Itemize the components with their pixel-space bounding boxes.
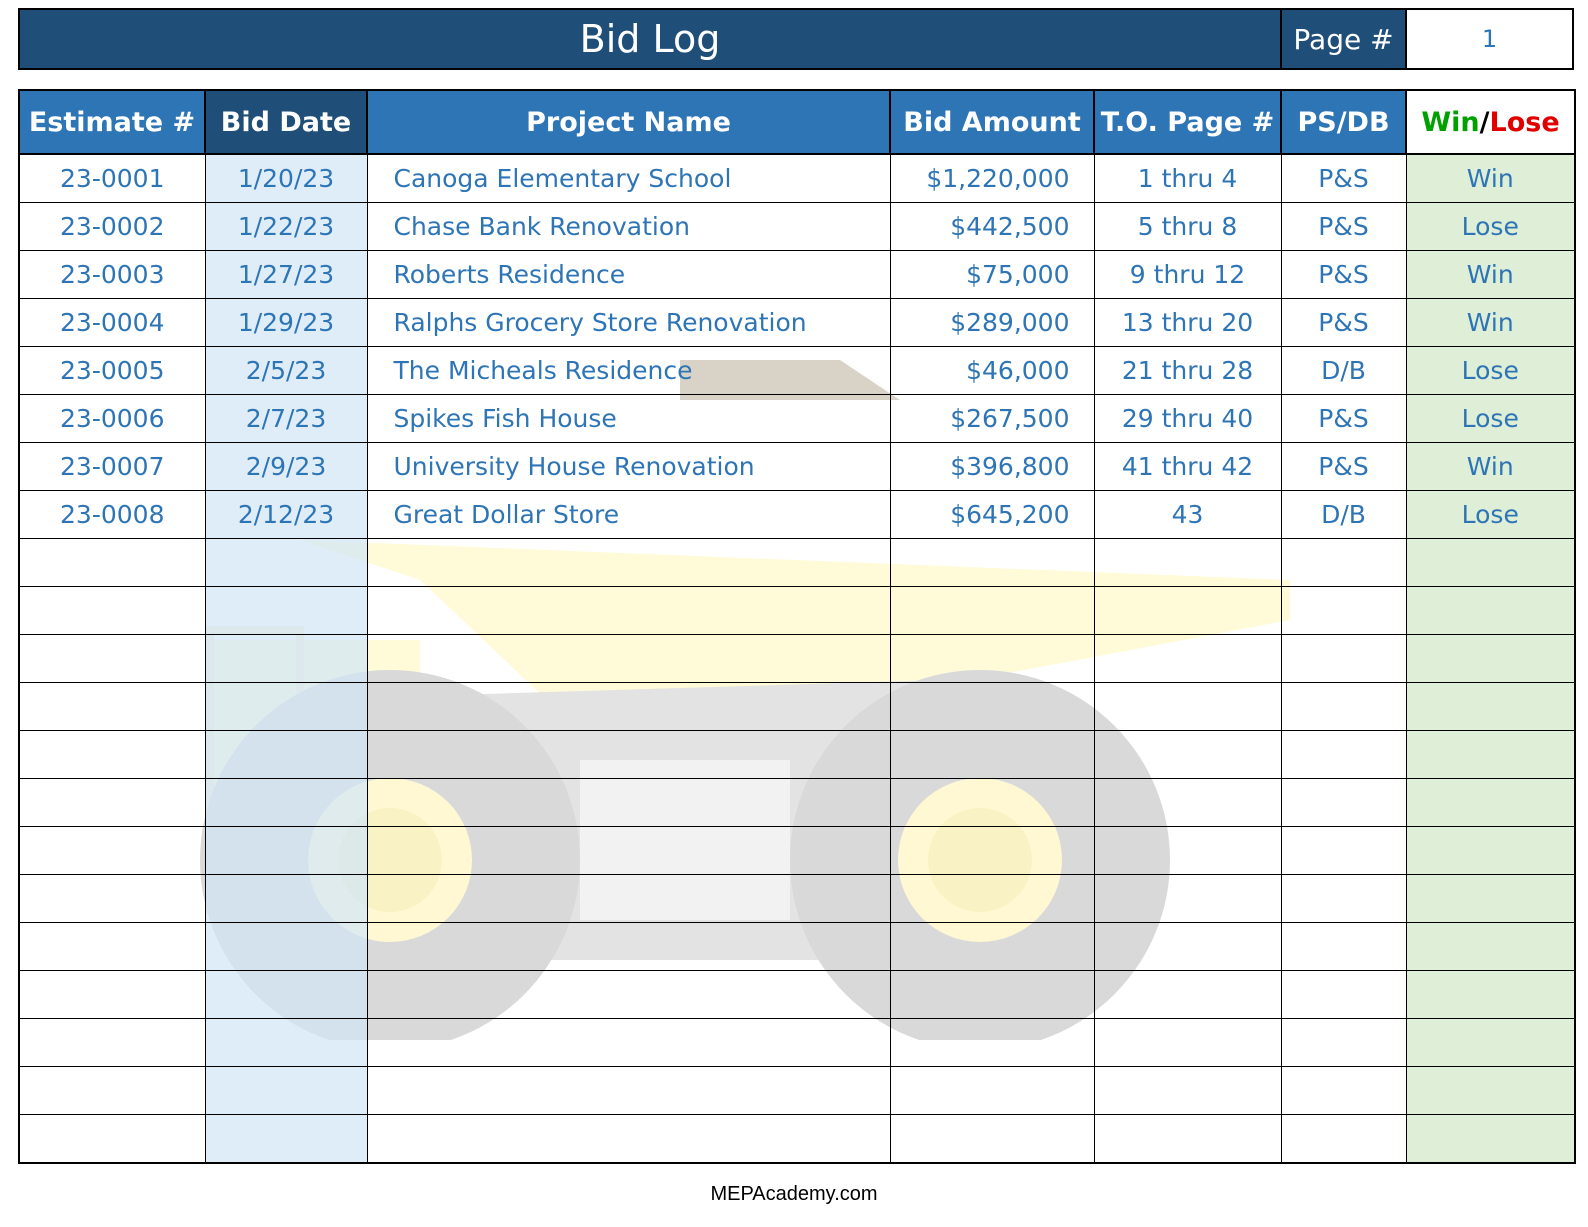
empty-project-name-cell[interactable] [367, 587, 890, 635]
bid-amount-cell[interactable]: $46,000 [890, 347, 1094, 395]
empty-bid-date-cell[interactable] [205, 1019, 367, 1067]
empty-result-cell[interactable] [1406, 731, 1575, 779]
estimate-cell[interactable]: 23-0001 [19, 154, 205, 203]
empty-estimate-cell[interactable] [19, 1115, 205, 1164]
to-page-cell[interactable]: 1 thru 4 [1094, 154, 1281, 203]
bid-date-cell[interactable]: 1/20/23 [205, 154, 367, 203]
empty-bid-amount-cell[interactable] [890, 539, 1094, 587]
bid-amount-cell[interactable]: $75,000 [890, 251, 1094, 299]
col-header-bid-date: Bid Date [205, 90, 367, 154]
empty-estimate-cell[interactable] [19, 779, 205, 827]
empty-bid-amount-cell[interactable] [890, 971, 1094, 1019]
empty-result-cell[interactable] [1406, 1115, 1575, 1164]
project-name-cell[interactable]: Great Dollar Store [367, 491, 890, 539]
empty-project-name-cell[interactable] [367, 923, 890, 971]
table-row [19, 395, 1575, 443]
estimate-cell[interactable]: 23-0005 [19, 347, 205, 395]
empty-project-name-cell[interactable] [367, 731, 890, 779]
page-number-field[interactable]: 1 [1407, 10, 1572, 68]
psdb-cell[interactable]: P&S [1281, 251, 1406, 299]
empty-table-row [19, 1019, 1575, 1067]
empty-bid-date-cell[interactable] [205, 1067, 367, 1115]
to-page-cell[interactable]: 13 thru 20 [1094, 299, 1281, 347]
empty-bid-date-cell[interactable] [205, 539, 367, 587]
empty-psdb-cell[interactable] [1281, 923, 1406, 971]
empty-project-name-cell[interactable] [367, 971, 890, 1019]
empty-estimate-cell[interactable] [19, 587, 205, 635]
empty-project-name-cell[interactable] [367, 779, 890, 827]
estimate-cell[interactable]: 23-0007 [19, 443, 205, 491]
bid-date-cell[interactable]: 1/29/23 [205, 299, 367, 347]
empty-bid-date-cell[interactable] [205, 827, 367, 875]
empty-table-row [19, 635, 1575, 683]
slash-label: / [1479, 106, 1490, 138]
result-cell[interactable]: Lose [1406, 491, 1575, 539]
empty-psdb-cell[interactable] [1281, 539, 1406, 587]
result-cell[interactable]: Win [1406, 251, 1575, 299]
empty-estimate-cell[interactable] [19, 1067, 205, 1115]
empty-bid-date-cell[interactable] [205, 635, 367, 683]
estimate-cell[interactable]: 23-0003 [19, 251, 205, 299]
empty-result-cell[interactable] [1406, 827, 1575, 875]
empty-bid-date-cell[interactable] [205, 875, 367, 923]
result-cell[interactable]: Win [1406, 299, 1575, 347]
empty-project-name-cell[interactable] [367, 539, 890, 587]
empty-estimate-cell[interactable] [19, 683, 205, 731]
to-page-cell[interactable]: 29 thru 40 [1094, 395, 1281, 443]
empty-result-cell[interactable] [1406, 635, 1575, 683]
empty-result-cell[interactable] [1406, 587, 1575, 635]
empty-project-name-cell[interactable] [367, 635, 890, 683]
bid-amount-cell[interactable]: $289,000 [890, 299, 1094, 347]
bid-log-table [18, 89, 1576, 1164]
bid-amount-cell[interactable]: $396,800 [890, 443, 1094, 491]
to-page-cell[interactable]: 21 thru 28 [1094, 347, 1281, 395]
empty-psdb-cell[interactable] [1281, 971, 1406, 1019]
empty-table-row [19, 539, 1575, 587]
empty-project-name-cell[interactable] [367, 875, 890, 923]
empty-psdb-cell[interactable] [1281, 587, 1406, 635]
empty-result-cell[interactable] [1406, 779, 1575, 827]
empty-bid-date-cell[interactable] [205, 923, 367, 971]
col-header-project-name: Project Name [367, 90, 890, 154]
col-header-psdb: PS/DB [1281, 90, 1406, 154]
empty-table-row [19, 971, 1575, 1019]
empty-table-row [19, 731, 1575, 779]
to-page-cell[interactable]: 9 thru 12 [1094, 251, 1281, 299]
footer-site: MEPAcademy.com [710, 1183, 878, 1205]
empty-table-row [19, 923, 1575, 971]
table-body [19, 154, 1575, 1163]
header-row [19, 90, 1575, 154]
psdb-cell[interactable]: P&S [1281, 203, 1406, 251]
bid-date-cell[interactable]: 2/5/23 [205, 347, 367, 395]
empty-result-cell[interactable] [1406, 971, 1575, 1019]
table-row [19, 299, 1575, 347]
col-header-win-lose [1406, 90, 1575, 154]
empty-estimate-cell[interactable] [19, 731, 205, 779]
table-row [19, 251, 1575, 299]
empty-project-name-cell[interactable] [367, 683, 890, 731]
estimate-cell[interactable]: 23-0008 [19, 491, 205, 539]
project-name-cell[interactable]: University House Renovation [367, 443, 890, 491]
empty-to-page-cell[interactable] [1094, 1067, 1281, 1115]
empty-psdb-cell[interactable] [1281, 683, 1406, 731]
empty-bid-amount-cell[interactable] [890, 1067, 1094, 1115]
empty-bid-date-cell[interactable] [205, 779, 367, 827]
empty-psdb-cell[interactable] [1281, 875, 1406, 923]
page-title: Bid Log [20, 10, 1282, 68]
table-row [19, 154, 1575, 203]
empty-estimate-cell[interactable] [19, 875, 205, 923]
empty-estimate-cell[interactable] [19, 539, 205, 587]
empty-to-page-cell[interactable] [1094, 683, 1281, 731]
empty-bid-amount-cell[interactable] [890, 779, 1094, 827]
empty-psdb-cell[interactable] [1281, 635, 1406, 683]
empty-to-page-cell[interactable] [1094, 635, 1281, 683]
to-page-cell[interactable]: 5 thru 8 [1094, 203, 1281, 251]
project-name-cell[interactable]: The Micheals Residence [367, 347, 890, 395]
empty-psdb-cell[interactable] [1281, 1019, 1406, 1067]
estimate-cell[interactable]: 23-0004 [19, 299, 205, 347]
empty-result-cell[interactable] [1406, 1067, 1575, 1115]
empty-to-page-cell[interactable] [1094, 875, 1281, 923]
empty-table-row [19, 827, 1575, 875]
title-bar [18, 8, 1574, 70]
empty-result-cell[interactable] [1406, 683, 1575, 731]
empty-bid-amount-cell[interactable] [890, 923, 1094, 971]
project-name-cell[interactable]: Chase Bank Renovation [367, 203, 890, 251]
empty-to-page-cell[interactable] [1094, 731, 1281, 779]
result-cell[interactable]: Lose [1406, 203, 1575, 251]
lose-label: Lose [1489, 106, 1560, 138]
empty-bid-amount-cell[interactable] [890, 731, 1094, 779]
empty-to-page-cell[interactable] [1094, 539, 1281, 587]
empty-psdb-cell[interactable] [1281, 1067, 1406, 1115]
psdb-cell[interactable]: D/B [1281, 347, 1406, 395]
empty-estimate-cell[interactable] [19, 971, 205, 1019]
empty-bid-date-cell[interactable] [205, 683, 367, 731]
empty-to-page-cell[interactable] [1094, 827, 1281, 875]
psdb-cell[interactable]: P&S [1281, 299, 1406, 347]
bid-amount-cell[interactable]: $442,500 [890, 203, 1094, 251]
empty-estimate-cell[interactable] [19, 923, 205, 971]
table-row [19, 203, 1575, 251]
empty-table-row [19, 1115, 1575, 1164]
empty-project-name-cell[interactable] [367, 1115, 890, 1164]
empty-to-page-cell[interactable] [1094, 971, 1281, 1019]
psdb-cell[interactable]: P&S [1281, 443, 1406, 491]
empty-bid-amount-cell[interactable] [890, 635, 1094, 683]
empty-psdb-cell[interactable] [1281, 731, 1406, 779]
empty-psdb-cell[interactable] [1281, 779, 1406, 827]
empty-to-page-cell[interactable] [1094, 1115, 1281, 1164]
empty-project-name-cell[interactable] [367, 1067, 890, 1115]
empty-bid-date-cell[interactable] [205, 731, 367, 779]
empty-estimate-cell[interactable] [19, 827, 205, 875]
to-page-cell[interactable]: 41 thru 42 [1094, 443, 1281, 491]
bid-date-cell[interactable]: 1/22/23 [205, 203, 367, 251]
col-header-estimate: Estimate # [19, 90, 205, 154]
empty-bid-amount-cell[interactable] [890, 1115, 1094, 1164]
bid-date-cell[interactable]: 1/27/23 [205, 251, 367, 299]
empty-table-row [19, 1067, 1575, 1115]
empty-result-cell[interactable] [1406, 923, 1575, 971]
col-header-bid-amount: Bid Amount [890, 90, 1094, 154]
empty-psdb-cell[interactable] [1281, 827, 1406, 875]
empty-bid-amount-cell[interactable] [890, 1019, 1094, 1067]
result-cell[interactable]: Lose [1406, 347, 1575, 395]
empty-estimate-cell[interactable] [19, 1019, 205, 1067]
table-row [19, 443, 1575, 491]
psdb-cell[interactable]: P&S [1281, 154, 1406, 203]
empty-bid-amount-cell[interactable] [890, 875, 1094, 923]
psdb-cell[interactable]: D/B [1281, 491, 1406, 539]
empty-result-cell[interactable] [1406, 1019, 1575, 1067]
empty-bid-date-cell[interactable] [205, 971, 367, 1019]
empty-to-page-cell[interactable] [1094, 587, 1281, 635]
bid-date-cell[interactable]: 2/7/23 [205, 395, 367, 443]
empty-to-page-cell[interactable] [1094, 923, 1281, 971]
project-name-cell[interactable]: Spikes Fish House [367, 395, 890, 443]
empty-table-row [19, 683, 1575, 731]
estimate-cell[interactable]: 23-0006 [19, 395, 205, 443]
project-name-cell[interactable]: Canoga Elementary School [367, 154, 890, 203]
empty-to-page-cell[interactable] [1094, 779, 1281, 827]
bid-date-cell[interactable]: 2/12/23 [205, 491, 367, 539]
bid-amount-cell[interactable]: $267,500 [890, 395, 1094, 443]
bid-amount-cell[interactable]: $645,200 [890, 491, 1094, 539]
bid-date-cell[interactable]: 2/9/23 [205, 443, 367, 491]
empty-bid-date-cell[interactable] [205, 1115, 367, 1164]
empty-bid-amount-cell[interactable] [890, 587, 1094, 635]
bid-amount-cell[interactable]: $1,220,000 [890, 154, 1094, 203]
project-name-cell[interactable]: Ralphs Grocery Store Renovation [367, 299, 890, 347]
result-cell[interactable]: Win [1406, 443, 1575, 491]
empty-bid-amount-cell[interactable] [890, 683, 1094, 731]
empty-bid-amount-cell[interactable] [890, 827, 1094, 875]
project-name-cell[interactable]: Roberts Residence [367, 251, 890, 299]
estimate-cell[interactable]: 23-0002 [19, 203, 205, 251]
empty-result-cell[interactable] [1406, 539, 1575, 587]
table-row [19, 491, 1575, 539]
table-row [19, 347, 1575, 395]
empty-to-page-cell[interactable] [1094, 1019, 1281, 1067]
col-header-to-page: T.O. Page # [1094, 90, 1281, 154]
empty-result-cell[interactable] [1406, 875, 1575, 923]
to-page-cell[interactable]: 43 [1094, 491, 1281, 539]
empty-table-row [19, 587, 1575, 635]
empty-bid-date-cell[interactable] [205, 587, 367, 635]
empty-psdb-cell[interactable] [1281, 1115, 1406, 1164]
empty-estimate-cell[interactable] [19, 635, 205, 683]
page-number-label: Page # [1282, 10, 1407, 68]
psdb-cell[interactable]: P&S [1281, 395, 1406, 443]
empty-table-row [19, 779, 1575, 827]
empty-table-row [19, 875, 1575, 923]
empty-project-name-cell[interactable] [367, 827, 890, 875]
win-label: Win [1421, 106, 1480, 138]
result-cell[interactable]: Win [1406, 154, 1575, 203]
result-cell[interactable]: Lose [1406, 395, 1575, 443]
empty-project-name-cell[interactable] [367, 1019, 890, 1067]
